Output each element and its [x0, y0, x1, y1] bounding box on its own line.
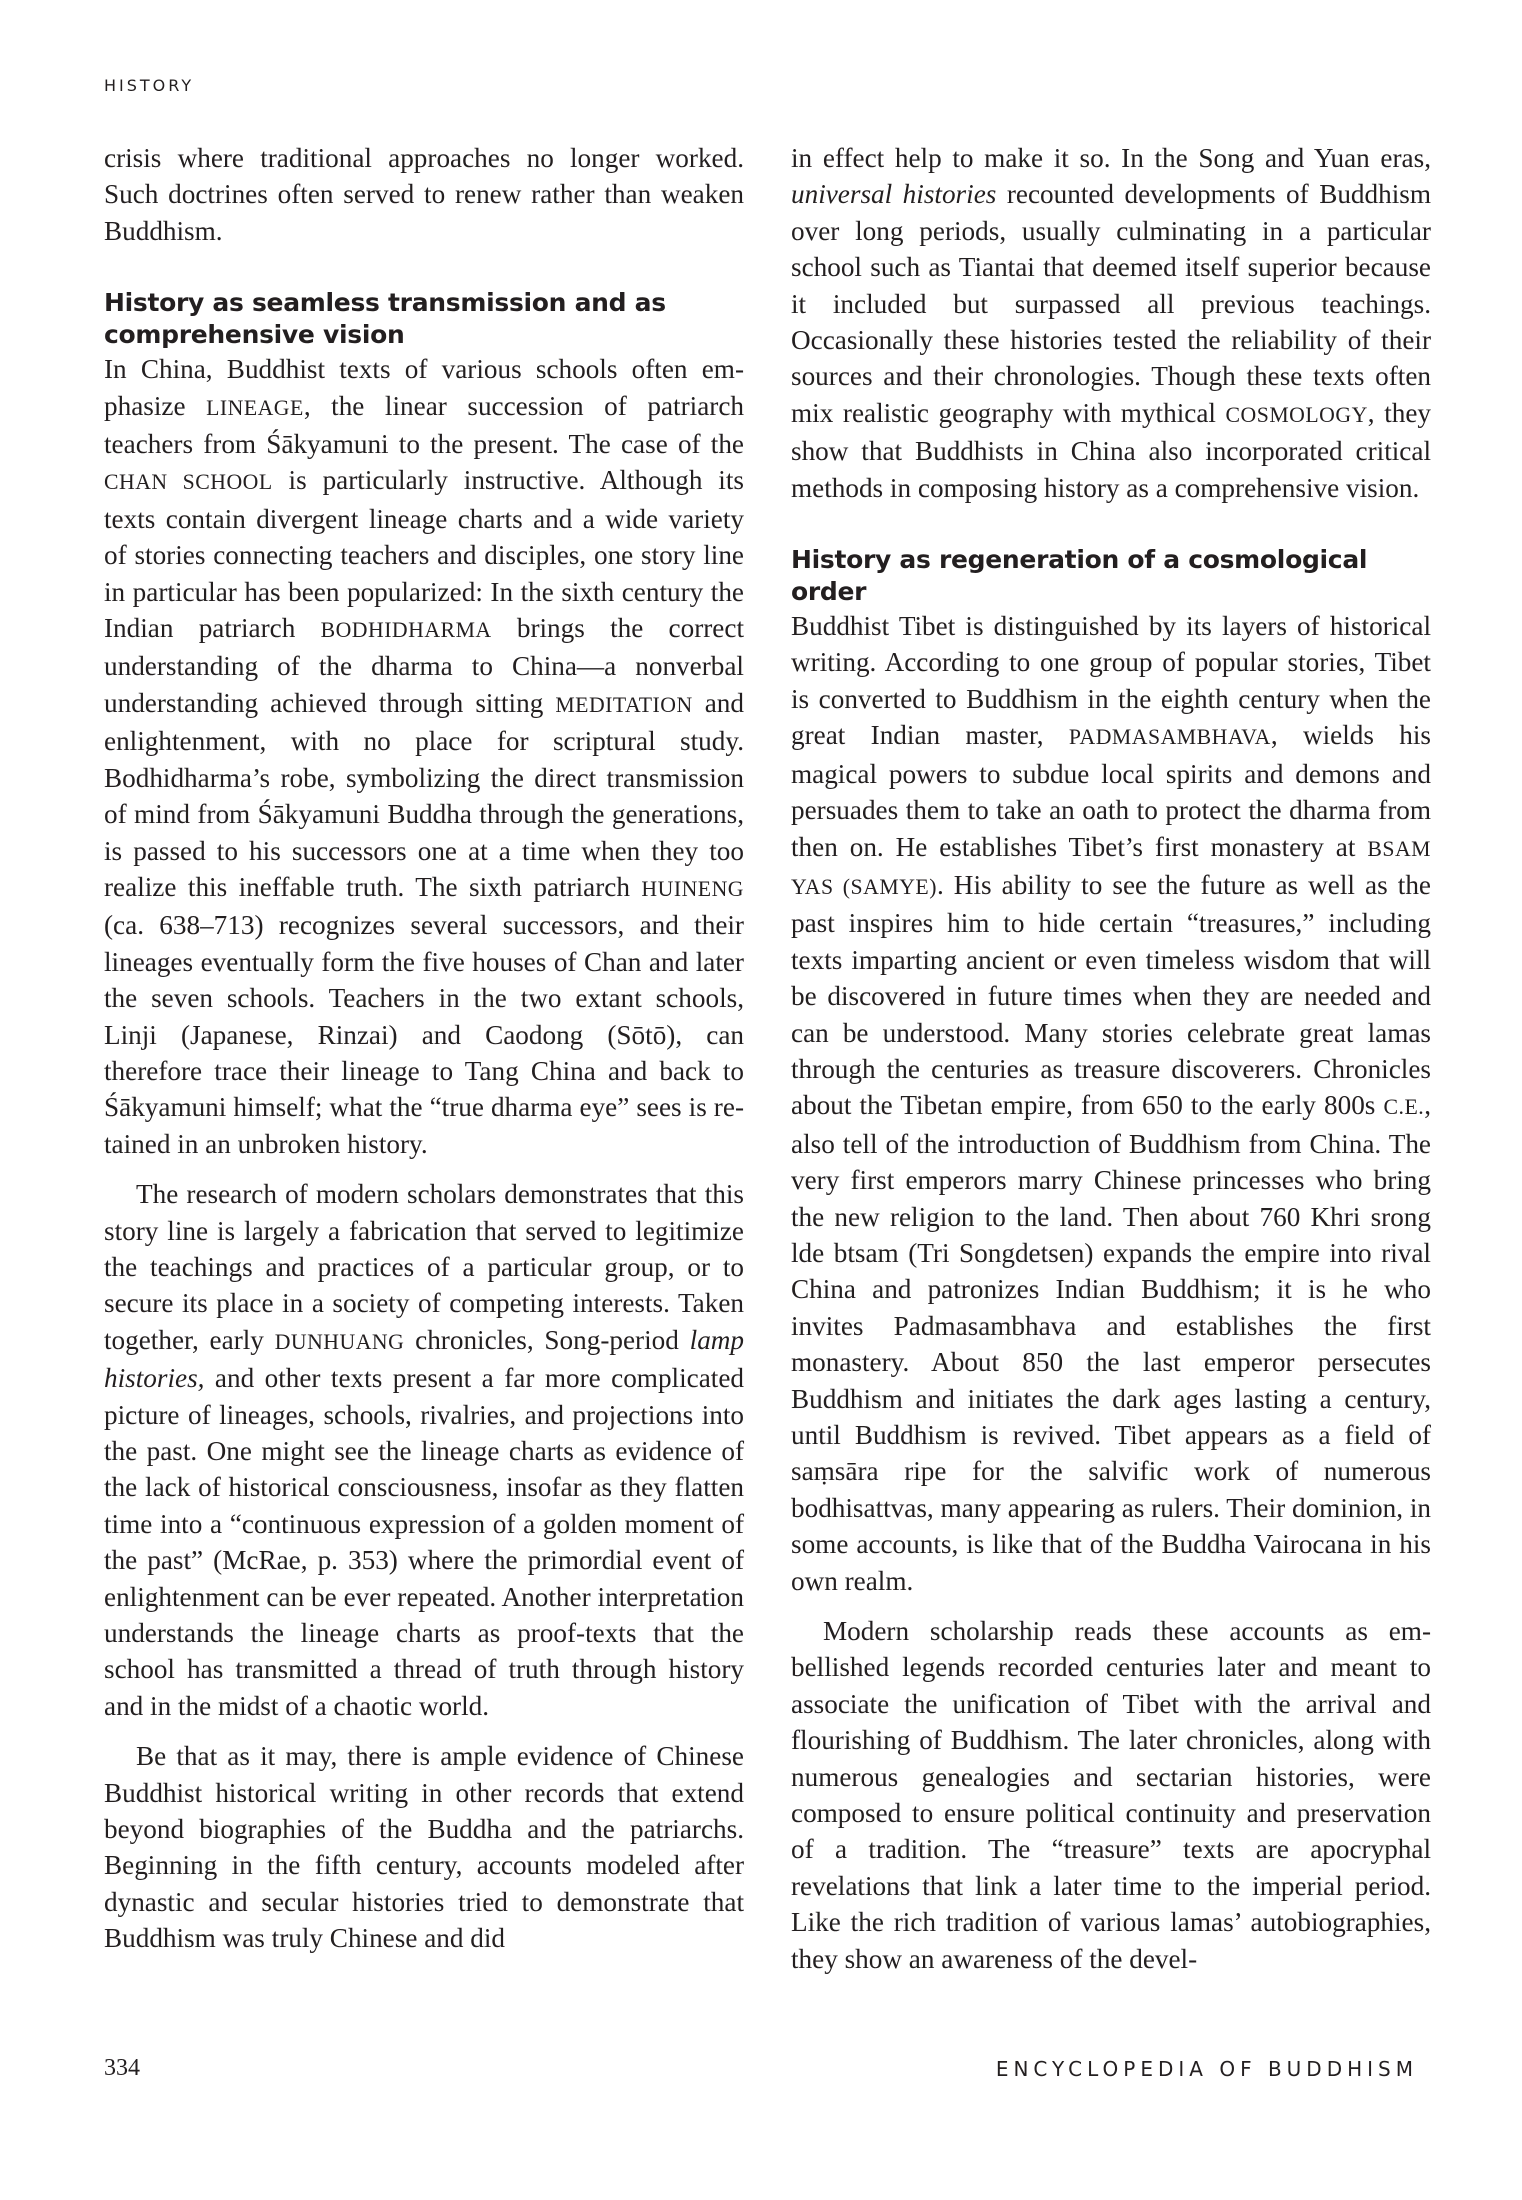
cross-reference-huineng[interactable]: HUINENG: [641, 876, 744, 901]
paragraph-modern-scholarship: Modern scholarship reads these accounts as embellished legends recorded centuries later and meant to associate the unification of Tibet with the arrival and flourishing of Buddhism. The later chronicles, along with numerous genealogies and sectarian histories, were composed to ensure political continuity and preservation of a tradition. The “treasure” texts are apocryphal revelations that link a later time to the imperial period. Like the rich tradition of various lamas’ autobiographies, they show an awareness of the devel-: [791, 1616, 1431, 1974]
left-column: [104, 140, 744, 1957]
paragraph-historical-writing: Be that as it may, there is ample evidence of Chinese Buddhist historical writing in other records that extend beyond biographies of the Buddha and the patriarchs. Beginning in the fifth century, accounts modeled after dynastic and secular histories tried to demonstrate that Buddhism was truly Chinese and did: [104, 1741, 744, 1954]
book-title: ENCYCLOPEDIA OF BUDDHISM: [995, 2057, 1418, 2081]
era-abbreviation: C.E.: [1383, 1095, 1425, 1120]
paragraph-continuation: crisis where traditional approaches no longer worked. Such doctrines often served to renew rather than weaken Buddhism.: [104, 143, 744, 246]
right-column: [791, 140, 1431, 1977]
running-head: HISTORY: [104, 76, 195, 95]
cross-reference-dunhuang[interactable]: DUNHUANG: [274, 1329, 405, 1354]
cross-reference-bodhidharma[interactable]: BODHIDHARMA: [320, 618, 492, 643]
italic-term-lamp-histories: lamp histories,: [104, 1324, 745, 1394]
cross-reference-cosmology[interactable]: COSMOLOGY: [1225, 402, 1368, 427]
cross-reference-bsam-yas[interactable]: BSAM YAS (SAMYE): [791, 836, 1431, 899]
section-heading-cosmological-order: History as regeneration of a cosmological order: [791, 545, 1368, 607]
page-number: 334: [104, 2055, 140, 2081]
cross-reference-lineage[interactable]: LINEAGE: [206, 395, 304, 420]
section-heading-seamless-transmission: History as seamless transmission and as comprehensive vision: [104, 288, 666, 350]
paragraph-modern-scholars: The research of modern scholars demonstrates that this story line is largely a fabrication that served to legitimize the teachings and practices of a particular group, or to secure its place in a society of competing interests. Taken together, early DUNHUANG chronicles, Song-period lamp histories, and other texts present a far more complicated picture of lineages, schools, rivalries, and projections into the past. One might see the lineage charts as evidence of the lack of historical consciousness, insofar as they flatten time into a “continuous expression of a golden moment of the past” (McRae, p. 353) where the primordial event of enlightenment can be ever repeated. Another interpretation understands the lineage charts as proof-texts that the school has transmitted a thread of truth through history and in the midst of a chaotic world.: [104, 1179, 745, 1721]
paragraph-buddhist-tibet: Buddhist Tibet is distinguished by its layers of historical writing. According to one group of popular stories, Tibet is converted to Buddhism in the eighth century when the great Indian master, PADMASAMBHAVA, wields his magical powers to subdue local spirits and demons and persuades them to take an oath to protect the dharma from then on. He establishes Tibet’s first monastery at BSAM YAS (SAMYE). His ability to see the future as well as the past inspires him to hide certain “treasures,” including texts imparting ancient or even timeless wisdom that will be discovered in future times when they are needed and can be understood. Many stories celebrate great lamas through the centuries as treasure discoverers. Chronicles about the Tibetan empire, from 650 to the early 800s C.E., also tell of the introduction of Buddhism from China. The very first emperors marry Chinese princesses who bring the new religion to the land. Then about 760 Khri srong lde btsam (Tri Songdetsen) expands the empire into rival China and patronizes Indian Buddhism; it is he who invites Padmasambhava and establishes the first monastery. About 850 the last emperor persecutes Buddhism and initiates the dark ages lasting a century, until Buddhism is revived. Tibet appears as a field of saṃsāra ripe for the salvific work of numerous bodhisattvas, many appearing as rulers. Their dominion, in some accounts, is like that of the Buddha Vairocana in his own realm.: [791, 611, 1431, 1596]
paragraph-universal-histories: in effect help to make it so. In the Song and Yuan eras, universal histories recounted developments of Buddhism over long periods, usually culminating in a particular school such as Tiantai that deemed itself superior because it included but surpassed all previous teachings. Occasionally these histories tested the reliability of their sources and their chronologies. Though these texts often mix realistic geography with mythical COSMOLOGY, they show that Buddhists in China also incorporated critical methods in composing history as a comprehensive vision.: [791, 143, 1431, 503]
cross-reference-chan-school[interactable]: CHAN SCHOOL: [104, 470, 273, 495]
italic-term-universal-histories: universal histories: [791, 179, 997, 210]
cross-reference-meditation[interactable]: MEDITATION: [555, 692, 693, 717]
cross-reference-padmasambhava[interactable]: PADMASAMBHAVA: [1068, 725, 1271, 750]
paragraph-china-lineage: In China, Buddhist texts of various schools often emphasize LINEAGE, the linear succession of patriarch teachers from Śākyamuni to the present. The case of the CHAN SCHOOL is particularly instructive. Although its texts contain divergent lineage charts and a wide variety of stories connecting teachers and disciples, one story line in particular has been popularized: In the sixth century the Indian patriarch BODHIDHARMA brings the correct understanding of the dharma to China—a nonverbal understanding achieved through sitting MEDITATION and enlightenment, with no place for scriptural study. Bodhidharma’s robe, symbolizing the direct transmission of mind from Śākyamuni Buddha through the generations, is passed to his successors one at a time when they too realize this ineffable truth. The sixth patriarch HUINENG (ca. 638–713) recognizes several successors, and their lineages eventually form the five houses of Chan and later the seven schools. Teachers in the two extant schools, Linji (Japanese, Rinzai) and Caodong (Sōtō), can therefore trace their lineage to Tang China and back to Śākyamuni himself; what the “true dharma eye” sees is retained in an unbroken history.: [104, 354, 744, 1159]
